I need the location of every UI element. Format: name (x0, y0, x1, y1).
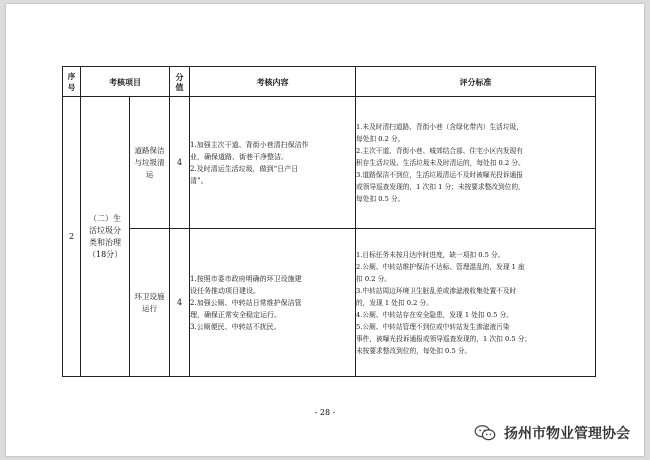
criteria-line: 3.中转站周边环境卫生脏乱差或渗滤液收集处置不及时 (356, 286, 517, 295)
wechat-icon (474, 425, 496, 441)
assessment-table (62, 66, 596, 377)
header-seq: 序号 (63, 67, 81, 97)
subitem-name: 环卫设施运行 (130, 229, 170, 377)
criteria-line: 事件，被曝光投诉通报或领导巡查发现的，1 次扣 0.5 分； (356, 334, 532, 343)
watermark (474, 423, 630, 443)
watermark-text: 扬州市物业管理协会 (504, 426, 630, 442)
page-number: - 28 - (314, 408, 336, 417)
criteria-line: 的，发现 1 处扣 0.2 分。 (356, 298, 433, 307)
content-line: 3.公厕便民、中转站不扰民。 (190, 322, 281, 331)
criteria-line: 3.道路保洁不到位，生活垃圾清运不及时被曝光投诉通报 (356, 170, 523, 179)
subitem-criteria (356, 97, 596, 229)
criteria-line: 积存生活垃圾、生活垃圾未及时清运的，每处扣 0.2 分。 (356, 158, 525, 167)
subitem-name: 道路保洁与垃圾清运 (130, 97, 170, 229)
content-line: 理，确保正常安全稳定运行。 (190, 310, 281, 319)
content-line: 清”。 (190, 176, 208, 185)
header-score: 分值 (170, 67, 190, 97)
content-line: 1.加强主次干道、背街小巷清扫保洁作 (190, 140, 309, 149)
table-row (63, 229, 596, 377)
criteria-line: 每处扣 0.2 分。 (356, 134, 405, 143)
criteria-line: 未按要求整改到位的，每处扣 0.5 分。 (356, 346, 472, 355)
header-content: 考核内容 (190, 67, 356, 97)
criteria-line: 4.公厕、中转站存在安全隐患，发现 1 处扣 0.5 分。 (356, 310, 513, 319)
header-item: 考核项目 (81, 67, 170, 97)
subitem-content (190, 97, 356, 229)
criteria-line: 每处扣 0.5 分。 (356, 194, 405, 203)
content-line: 2.及时清运生活垃圾，做到“日产日 (190, 164, 299, 173)
criteria-line: 或领导巡查发现的，1 次扣 1 分；未按要求整改到位的， (356, 182, 525, 191)
criteria-line: 2.公厕、中转站维护保洁不达标、管理混乱的，发现 1 座 (356, 262, 525, 271)
subitem-score: 4 (170, 97, 190, 229)
subitem-content (190, 229, 356, 377)
document-page (6, 4, 644, 456)
subitem-criteria (356, 229, 596, 377)
criteria-line: 1.目标任务未按月达序时进度，缺一项扣 0.5 分。 (356, 250, 505, 259)
content-line: 设任务推动项目建设。 (190, 286, 260, 295)
row-seq: 2 (63, 97, 81, 377)
criteria-line: 5.公厕、中转站管理不到位或中转站发生渗滤液污染 (356, 322, 510, 331)
table-row (63, 97, 596, 229)
criteria-line: 1.未及时清扫道路、背街小巷（含绿化带内）生活垃圾， (356, 122, 523, 131)
content-line: 1.按照市委市政府明确的环卫设施建 (190, 274, 302, 283)
content-line: 业，确保道路、街巷干净整洁。 (190, 152, 288, 161)
row-category: （二）生活垃圾分类和治理（18分） (81, 97, 130, 377)
header-criteria: 评分标准 (356, 67, 596, 97)
criteria-line: 2.主次干道、背街小巷、城郊结合部、住宅小区内发现有 (356, 146, 523, 155)
table-header-row (63, 67, 596, 97)
criteria-line: 扣 0.2 分。 (356, 274, 391, 283)
content-line: 2.加强公厕、中转站日常维护保洁管 (190, 298, 302, 307)
subitem-score: 4 (170, 229, 190, 377)
